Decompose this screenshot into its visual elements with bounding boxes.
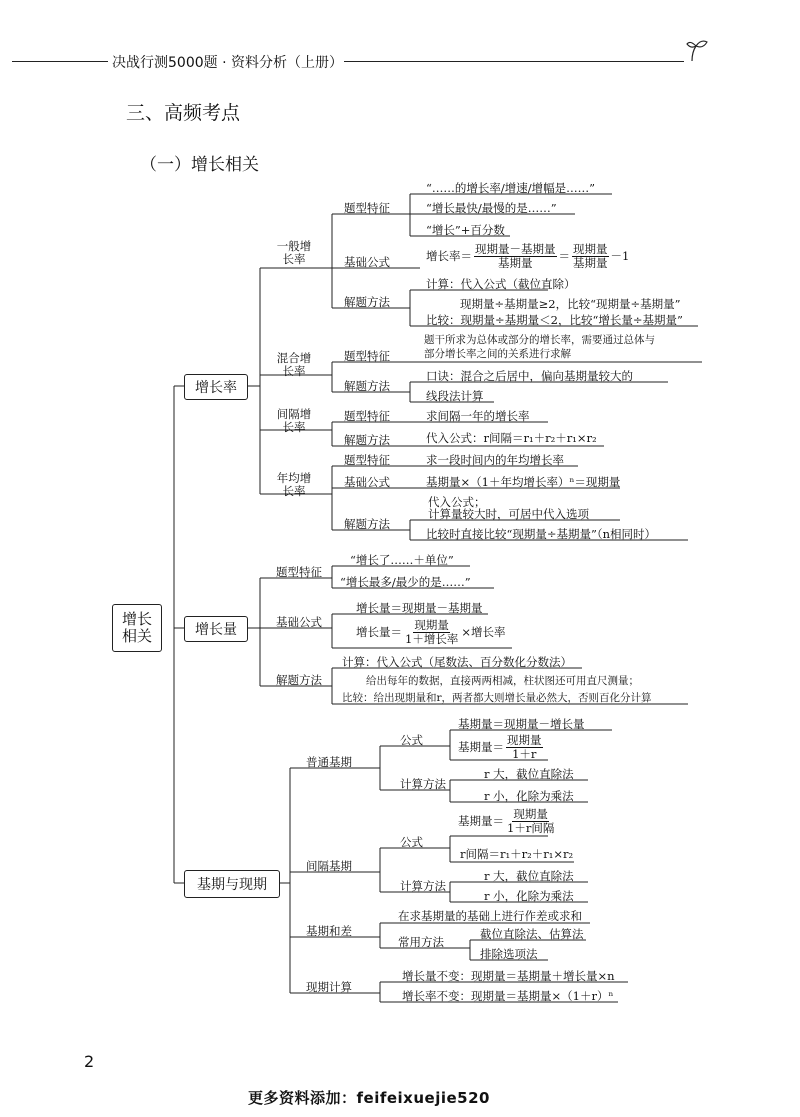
n-formula-2-den: 1＋r — [512, 747, 537, 762]
c-1: 增长量不变：现期量＝基期量＋增长量×n — [402, 969, 615, 983]
i-formula-1-frac — [506, 808, 555, 835]
i-method-text: 代入公式：r间隔＝r₁＋r₂＋r₁×r₂ — [426, 431, 597, 445]
base-current-label: 现期计算 — [306, 980, 352, 994]
amount-formula-2-tail: ×增长率 — [461, 625, 506, 640]
g-feat-3: “增长”+百分数 — [426, 223, 505, 237]
g-formula-frac1 — [474, 243, 557, 270]
node-growth-rate — [184, 374, 248, 400]
base-normal-label: 普通基期 — [306, 755, 352, 769]
amount-formula-2 — [356, 619, 505, 646]
i-calc-1: r 大，截位直除法 — [484, 869, 574, 883]
amount-method-2: 给出每年的数据，直接两两相减，柱状图还可用直尺测量； — [366, 675, 639, 687]
node-base-current — [184, 870, 280, 898]
m-feat-text-2: 部分增长率之间的关系进行求解 — [424, 348, 571, 360]
g-feat-1: “……的增长率/增速/增幅是……” — [426, 181, 596, 195]
g-formula-num2: 现期量 — [573, 242, 608, 256]
g-formula-frac2 — [572, 243, 609, 270]
i-formula-2: r间隔＝r₁＋r₂＋r₁×r₂ — [460, 847, 574, 861]
amount-formula-2-den: 1＋增长率 — [405, 632, 459, 647]
s-text: 在求基期量的基础上进行作差或求和 — [398, 909, 582, 923]
g-method-label: 解题方法 — [344, 295, 390, 309]
label-annual-rate: 年均增长率 — [276, 471, 312, 499]
subsection-heading: （一）增长相关 — [140, 155, 259, 175]
a-method-2: 计算量较大时，可居中代入选项 — [428, 507, 589, 521]
node-growth-amount-label: 增长量 — [195, 622, 237, 638]
root-label: 增长相关 — [121, 609, 152, 645]
i-feat-label: 题型特征 — [344, 409, 390, 423]
g-formula-den2: 基期量 — [573, 256, 608, 271]
i-formula-1-lhs: 基期量＝ — [458, 814, 504, 829]
amount-formula-label: 基础公式 — [276, 615, 322, 629]
n-formula-2-num: 现期量 — [507, 733, 542, 747]
g-formula-num1: 现期量－基期量 — [475, 242, 556, 256]
i-method-label: 解题方法 — [344, 433, 390, 447]
a-feat-text: 求一段时间内的年均增长率 — [426, 453, 564, 467]
amount-feat-1: “增长了……＋单位” — [350, 553, 454, 567]
header-title: 决战行测5000题 · 资料分析（上册） — [112, 55, 343, 71]
footer-note: 更多资料添加：feifeixuejie520 — [248, 1089, 490, 1107]
g-formula-lhs: 增长率＝ — [426, 249, 472, 264]
a-formula-text: 基期量×（1＋年均增长率）ⁿ＝现期量 — [426, 475, 621, 489]
m-feat-text-1: 题干所求为总体或部分的增长率，需要通过总体与 — [424, 334, 655, 346]
amount-method-1: 计算：代入公式（尾数法、百分数化分数法） — [342, 655, 572, 669]
g-formula-tail: －1 — [610, 249, 630, 264]
n-formula-2-frac — [506, 734, 543, 761]
amount-formula-2-lhs: 增长量＝ — [356, 625, 402, 640]
node-growth-amount — [184, 616, 248, 642]
g-feat-2: “增长最快/最慢的是……” — [426, 201, 557, 215]
n-calc-2: r 小，化除为乘法 — [484, 789, 574, 803]
n-formula-1: 基期量＝现期量－增长量 — [458, 717, 585, 731]
m-feat-label: 题型特征 — [344, 349, 390, 363]
i-formula-label: 公式 — [400, 835, 423, 849]
n-calc-label: 计算方法 — [400, 777, 446, 791]
g-formula-den1: 基期量 — [498, 256, 533, 271]
page-number: 2 — [84, 1052, 95, 1071]
s-method-2: 排除选项法 — [480, 947, 538, 961]
g-feat-label: 题型特征 — [344, 201, 390, 215]
amount-feat-2: “增长最多/最少的是……” — [340, 575, 471, 589]
g-method-3: 比较：现期量÷基期量＜2，比较“增长量÷基期量” — [426, 313, 683, 327]
amount-method-3: 比较：给出现期量和r，两者都大则增长量必然大，否则百化分计算 — [342, 692, 652, 704]
root-node — [112, 604, 162, 652]
i-calc-label: 计算方法 — [400, 879, 446, 893]
amount-feat-label: 题型特征 — [276, 565, 322, 579]
n-formula-label: 公式 — [400, 733, 423, 747]
g-formula-label: 基础公式 — [344, 255, 390, 269]
node-base-current-label: 基期与现期 — [197, 877, 267, 893]
m-method-label: 解题方法 — [344, 379, 390, 393]
g-formula: 增长率＝ $\frac{\text{现期量－基期量}}{\text{基期量}}$ ＝ $\frac{\text{现期量}}{\text{基期量}}$ －1 — [426, 242, 630, 271]
c-2: 增长率不变：现期量＝基期量×（1＋r）ⁿ — [402, 989, 614, 1003]
i-formula-1-num: 现期量 — [513, 807, 548, 821]
i-formula-1 — [458, 808, 557, 835]
n-formula-2 — [458, 734, 545, 761]
amount-formula-1: 增长量＝现期量－基期量 — [356, 601, 483, 615]
g-method-1: 计算：代入公式（截位直除） — [426, 277, 576, 291]
amount-method-label: 解题方法 — [276, 673, 322, 687]
s-method-label: 常用方法 — [398, 935, 444, 949]
g-method-2: 现期量÷基期量≥2，比较“现期量÷基期量” — [460, 297, 681, 311]
i-feat-text: 求间隔一年的增长率 — [426, 409, 530, 423]
a-feat-label: 题型特征 — [344, 453, 390, 467]
label-mixed-rate: 混合增长率 — [276, 351, 312, 379]
label-general-rate: 一般增长率 — [276, 239, 312, 267]
amount-formula-2-frac — [404, 619, 459, 646]
n-formula-2-lhs: 基期量＝ — [458, 740, 504, 755]
a-method-label: 解题方法 — [344, 517, 390, 531]
a-method-3: 比较时直接比较“现期量÷基期量”（n相同时） — [426, 527, 657, 541]
i-calc-2: r 小，化除为乘法 — [484, 889, 574, 903]
i-formula-1-den: 1＋r间隔 — [507, 821, 555, 836]
amount-formula-2-num: 现期量 — [414, 618, 449, 632]
a-formula-label: 基础公式 — [344, 475, 390, 489]
node-growth-rate-label: 增长率 — [195, 380, 237, 396]
n-calc-1: r 大，截位直除法 — [484, 767, 574, 781]
section-heading: 三、高频考点 — [126, 102, 241, 124]
base-interval-label: 间隔基期 — [306, 859, 352, 873]
m-method-2: 线段法计算 — [426, 389, 484, 403]
base-sum-label: 基期和差 — [306, 924, 352, 938]
label-interval-rate: 间隔增长率 — [276, 407, 312, 435]
m-method-1: 口诀：混合之后居中，偏向基期量较大的 — [426, 369, 633, 383]
a-method-1: 代入公式； — [428, 495, 486, 509]
s-method-1: 截位直除法、估算法 — [480, 927, 584, 941]
